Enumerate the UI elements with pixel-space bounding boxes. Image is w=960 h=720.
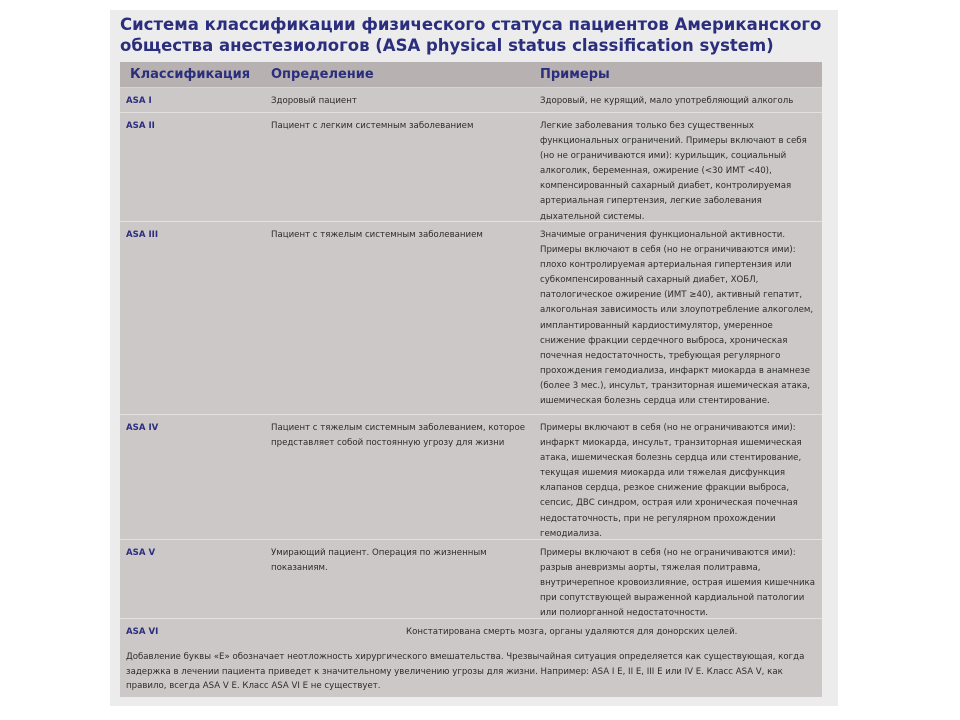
page-title: Система классификации физического статуса пациентов Американского общества анестезиологов (ASA physical status classification system) <box>120 15 822 55</box>
table-row <box>120 113 822 222</box>
asa-examples: Значимые ограничения функциональной активности. Примеры включают в себя (но не ограничиваются ими): плохо контролируемая артериальная гипертензия или субкомпенсированный сахарный диабет, ХОБЛ, патологическое ожирение (ИМТ ≥40), активный гепатит, алкогольная зависимость или злоупотребление алкоголем, имплантированный кардиостимулятор, умеренное снижение фракции сердечного выброса, хроническая почечная недостаточность, требующая регулярного прохождения гемодиализа, инфаркт миокарда в анамнезе (более 3 мес.), инсульт, транзиторная ишемическая атака, ишемическая болезнь сердца или стентирование. <box>540 230 814 407</box>
table-row <box>120 88 822 113</box>
asa-code: ASA V <box>126 548 156 558</box>
asa-definition: Пациент с тяжелым системным заболеванием, которое представляет собой постоянную угрозу для жизни <box>271 423 526 449</box>
asa-code: ASA II <box>126 121 155 131</box>
header-definition: Определение <box>271 67 374 82</box>
asa-definition: Здоровый пациент <box>271 96 357 106</box>
asa-examples: Примеры включают в себя (но не ограничиваются ими): разрыв аневризмы аорты, тяжелая политравма, внутричерепное кровоизлияние, острая ишемия кишечника при сопутствующей выраженной кардиальной патологии или полиорганной недостаточности. <box>540 548 815 619</box>
asa-examples: Легкие заболевания только без существенных функциональных ограничений. Примеры включают в себя (но не ограничиваются ими): курильщик, социальный алкоголик, беременная, ожирение (<30 ИМТ <40), компенсированный сахарный диабет, контролируемая артериальная гипертензия, легкие заболевания дыхательной системы. <box>540 121 807 222</box>
header-examples: Примеры <box>540 67 610 82</box>
asa-definition: Пациент с легким системным заболеванием <box>271 121 474 131</box>
table-header <box>120 62 822 88</box>
asa-code: ASA IV <box>126 423 159 433</box>
asa-definition: Пациент с тяжелым системным заболеванием <box>271 230 483 240</box>
asa-code: ASA I <box>126 96 152 106</box>
asa-code: ASA VI <box>126 627 159 637</box>
table-row <box>120 222 822 415</box>
asa-definition: Констатирована смерть мозга, органы удаляются для донорских целей. <box>406 627 738 637</box>
asa-classification-table <box>120 62 822 697</box>
asa-examples: Примеры включают в себя (но не ограничиваются ими): инфаркт миокарда, инсульт, транзиторная ишемическая атака, ишемическая болезнь сердца или стентирование, текущая ишемия миокарда или тяжелая дисфункция клапанов сердца, резкое снижение фракции выброса, сепсис, ДВС синдром, острая или хроническая почечная недостаточность, при не регулярном прохождении гемодиализа. <box>540 423 802 539</box>
asa-vi-line <box>126 625 816 640</box>
table-row-asa-vi <box>120 619 822 697</box>
table-row <box>120 415 822 540</box>
asa-code: ASA III <box>126 230 159 240</box>
emergency-note: Добавление буквы «Е» обозначает неотложность хирургического вмешательства. Чрезвычайная ситуация определяется как существующая, когда задержка в лечении пациента приведет к значительному увеличению угрозы для жизни. Например: ASA I E, II E, III E или IV E. Класс ASA V, как правило, всегда ASA V E. Класс ASA VI E не существует. <box>126 652 805 691</box>
table-row <box>120 540 822 619</box>
header-classification: Классификация <box>130 67 251 82</box>
asa-definition: Умирающий пациент. Операция по жизненным показаниям. <box>271 548 487 574</box>
asa-examples: Здоровый, не курящий, мало употребляющий алкоголь <box>540 96 794 106</box>
